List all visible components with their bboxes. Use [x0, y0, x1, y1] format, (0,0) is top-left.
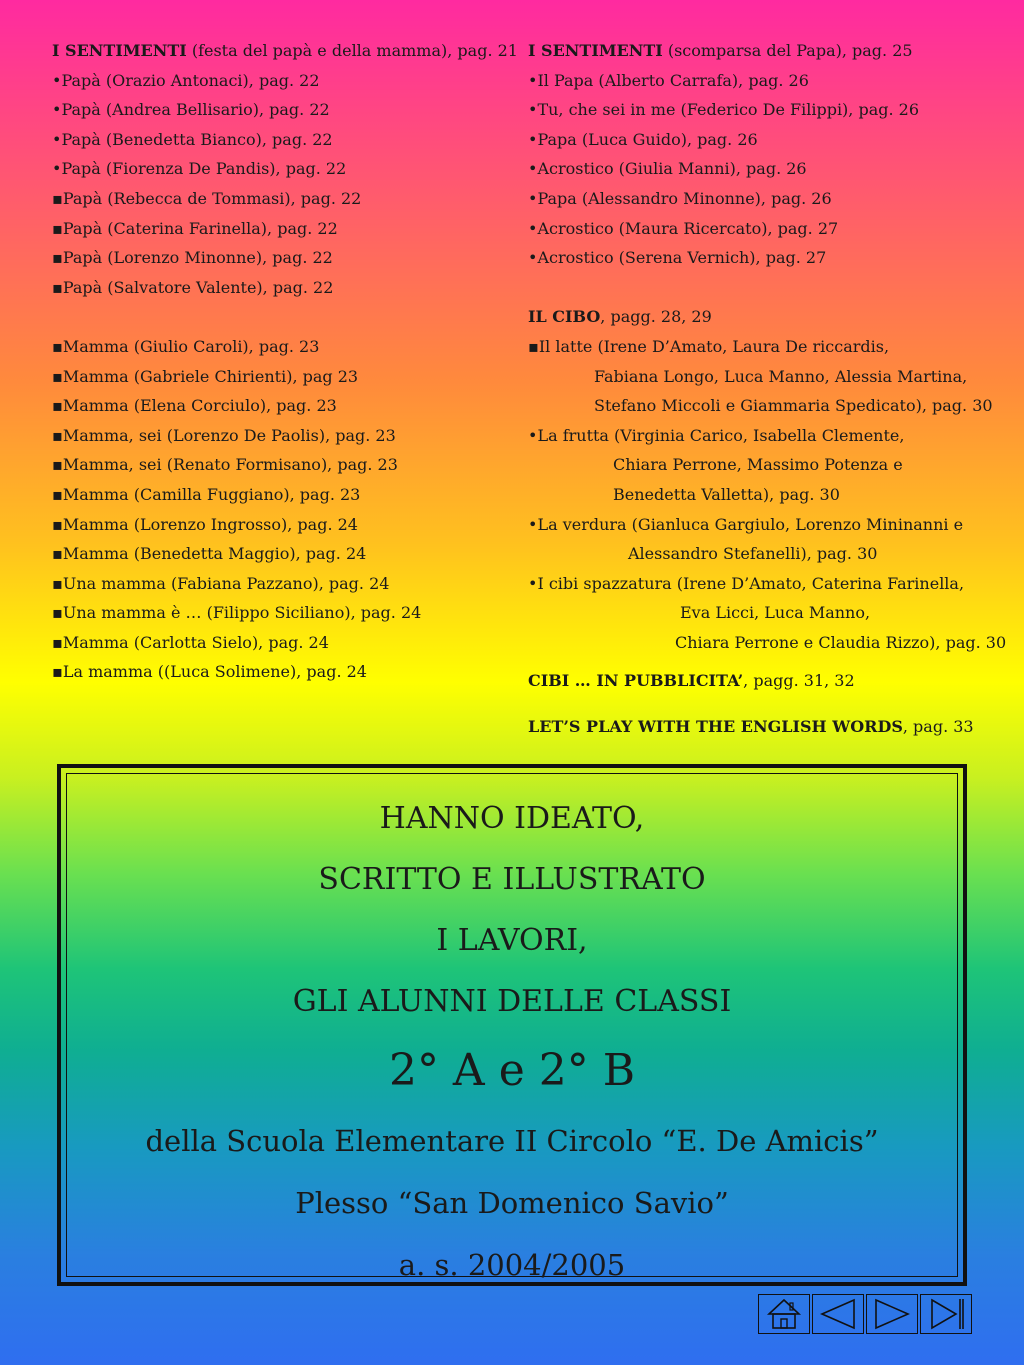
credits-box — [57, 764, 967, 1286]
index-entry — [52, 450, 502, 480]
index-entry-text: •Acrostico (Maura Ricercato), pag. 27 — [528, 218, 839, 238]
index-entry-text: •Tu, che sei in me (Federico De Filippi), pag. 26 — [528, 100, 920, 120]
index-entry-text: •Papà (Benedetta Bianco), pag. 22 — [52, 129, 333, 149]
index-entry-text: ▪Una mamma (Fabiana Pazzano), pag. 24 — [52, 573, 390, 593]
spacer — [52, 302, 502, 332]
index-entry — [528, 421, 1018, 451]
index-entry — [528, 125, 1018, 155]
index-entry-text: Fabiana Longo, Luca Manno, Alessia Martina, — [594, 366, 968, 386]
credits-line-1: HANNO IDEATO, — [379, 801, 645, 836]
index-entry-text: •I cibi spazzatura (Irene D’Amato, Caterina Farinella, — [528, 573, 965, 593]
index-entry — [528, 628, 1018, 658]
index-entry-text: , pagg. 31, 32 — [743, 671, 855, 691]
index-entry-text: (festa del papà e della mamma), pag. 21 — [186, 41, 518, 60]
index-entry — [52, 184, 502, 214]
index-entry — [528, 598, 1018, 628]
index-entry-text: ▪Mamma (Carlotta Sielo), pag. 24 — [52, 632, 329, 652]
index-entry-text: •Papà (Fiorenza De Pandis), pag. 22 — [52, 159, 347, 179]
next-button[interactable] — [866, 1294, 918, 1334]
index-entry-text: Eva Licci, Luca Manno, — [680, 603, 871, 623]
index-heading — [528, 36, 1018, 66]
index-entry-text: ▪Mamma (Giulio Caroli), pag. 23 — [52, 336, 320, 356]
index-entry-text: •Acrostico (Giulia Manni), pag. 26 — [528, 159, 807, 179]
index-entry — [52, 510, 502, 540]
index-heading — [528, 302, 1018, 332]
triangle-left-icon — [818, 1297, 858, 1331]
index-entry-text: •Papa (Luca Guido), pag. 26 — [528, 129, 758, 149]
index-entry-text: Stefano Miccoli e Giammaria Spedicato), pag. 30 — [594, 396, 993, 416]
index-entry — [528, 95, 1018, 125]
index-heading-label: I SENTIMENTI — [52, 41, 187, 60]
credits-school: della Scuola Elementare II Circolo “E. De Amicis” — [145, 1124, 879, 1158]
index-heading-label: I SENTIMENTI — [528, 41, 663, 60]
index-entry — [528, 332, 1018, 362]
index-entry — [52, 154, 502, 184]
index-entry — [52, 480, 502, 510]
index-entry-text: •Acrostico (Serena Vernich), pag. 27 — [528, 248, 827, 268]
index-entry — [528, 154, 1018, 184]
credits-line-3: I LAVORI, — [436, 923, 588, 958]
index-entry — [52, 362, 502, 392]
index-entry — [52, 421, 502, 451]
index-entry — [528, 450, 1018, 480]
index-entry — [528, 539, 1018, 569]
index-entry — [528, 66, 1018, 96]
index-entry-text: Alessandro Stefanelli), pag. 30 — [628, 544, 878, 564]
index-entry — [528, 184, 1018, 214]
index-entry — [528, 480, 1018, 510]
previous-button[interactable] — [812, 1294, 864, 1334]
home-button[interactable] — [758, 1294, 810, 1334]
index-entry-text: ▪Mamma, sei (Lorenzo De Paolis), pag. 23 — [52, 425, 396, 445]
index-entry-text: Chiara Perrone e Claudia Rizzo), pag. 30 — [675, 632, 1007, 652]
index-entry — [52, 391, 502, 421]
index-entry — [52, 539, 502, 569]
index-entry-text: ▪Papà (Caterina Farinella), pag. 22 — [52, 218, 338, 238]
index-entry-text: Chiara Perrone, Massimo Potenza e — [613, 455, 903, 475]
triangle-right-icon — [872, 1297, 912, 1331]
index-entry-text: , pag. 33 — [902, 717, 974, 737]
index-entry — [528, 243, 1018, 273]
index-entry-text: •La frutta (Virginia Carico, Isabella Clemente, — [528, 425, 905, 445]
index-heading-label: LET’S PLAY WITH THE ENGLISH WORDS — [528, 717, 903, 737]
index-entry-text: (scomparsa del Papa), pag. 25 — [662, 41, 913, 60]
index-entry — [52, 569, 502, 599]
index-entry — [528, 569, 1018, 599]
index-entry-text: , pagg. 28, 29 — [600, 307, 712, 327]
index-entry — [52, 243, 502, 273]
index-entry — [528, 214, 1018, 244]
index-entry — [52, 332, 502, 362]
index-entry-text: ▪Mamma, sei (Renato Formisano), pag. 23 — [52, 455, 398, 475]
index-heading-label: CIBI … IN PUBBLICITA’ — [528, 671, 744, 691]
index-entry-text: ▪Papà (Salvatore Valente), pag. 22 — [52, 277, 334, 297]
index-entry — [52, 95, 502, 125]
index-entry-text: Benedetta Valletta), pag. 30 — [613, 484, 840, 504]
index-entry-text: ▪Mamma (Camilla Fuggiano), pag. 23 — [52, 484, 361, 504]
index-entry-text: ▪Papà (Rebecca de Tommasi), pag. 22 — [52, 188, 362, 208]
index-entry-text: ▪Una mamma è … (Filippo Siciliano), pag. 24 — [52, 603, 422, 623]
index-entry-text: ▪Mamma (Elena Corciulo), pag. 23 — [52, 396, 337, 416]
index-entry-text: •Papà (Orazio Antonaci), pag. 22 — [52, 70, 320, 90]
index-entry-text: ▪Mamma (Benedetta Maggio), pag. 24 — [52, 544, 367, 564]
index-entry — [52, 628, 502, 658]
index-entry — [528, 510, 1018, 540]
index-entry-text: ▪La mamma ((Luca Solimene), pag. 24 — [52, 662, 367, 682]
index-entry-text: •Papa (Alessandro Minonne), pag. 26 — [528, 188, 832, 208]
credits-school-year: a. s. 2004/2005 — [398, 1248, 626, 1282]
end-button[interactable] — [920, 1294, 972, 1334]
index-entry — [52, 273, 502, 303]
credits-box-inner — [66, 773, 958, 1282]
index-entry-text: ▪Mamma (Lorenzo Ingrosso), pag. 24 — [52, 514, 358, 534]
index-left-column — [52, 36, 518, 687]
credits-line-2: SCRITTO E ILLUSTRATO — [318, 862, 706, 897]
index-entry-text: •La verdura (Gianluca Gargiulo, Lorenzo Mininanni e — [528, 514, 964, 534]
index-entry-text: ▪Il latte (Irene D’Amato, Laura De riccardis, — [528, 336, 890, 356]
index-heading — [52, 36, 518, 66]
index-right-column — [528, 36, 1018, 749]
index-entry — [528, 362, 1018, 392]
credits-classes: 2° A e 2° B — [388, 1045, 636, 1096]
index-entry-text: ▪Mamma (Gabriele Chirienti), pag 23 — [52, 366, 359, 386]
index-entry-text: ▪Papà (Lorenzo Minonne), pag. 22 — [52, 248, 333, 268]
skip-to-end-icon — [926, 1297, 966, 1331]
index-heading — [528, 705, 1018, 749]
index-entry — [52, 598, 502, 628]
index-entry — [52, 214, 502, 244]
index-entry-text: •Papà (Andrea Bellisario), pag. 22 — [52, 100, 330, 120]
credits-plesso: Plesso “San Domenico Savio” — [295, 1186, 729, 1220]
slide-navigation — [758, 1294, 974, 1336]
index-entry — [52, 125, 502, 155]
credits-line-4: GLI ALUNNI DELLE CLASSI — [292, 984, 732, 1019]
home-icon — [766, 1297, 802, 1331]
index-heading — [528, 659, 1018, 703]
index-entry — [52, 657, 502, 687]
index-heading-label: IL CIBO — [528, 307, 601, 327]
index-entry — [528, 391, 1018, 421]
spacer — [528, 273, 1018, 303]
index-entry — [52, 66, 502, 96]
index-entry-text: •Il Papa (Alberto Carrafa), pag. 26 — [528, 70, 809, 90]
